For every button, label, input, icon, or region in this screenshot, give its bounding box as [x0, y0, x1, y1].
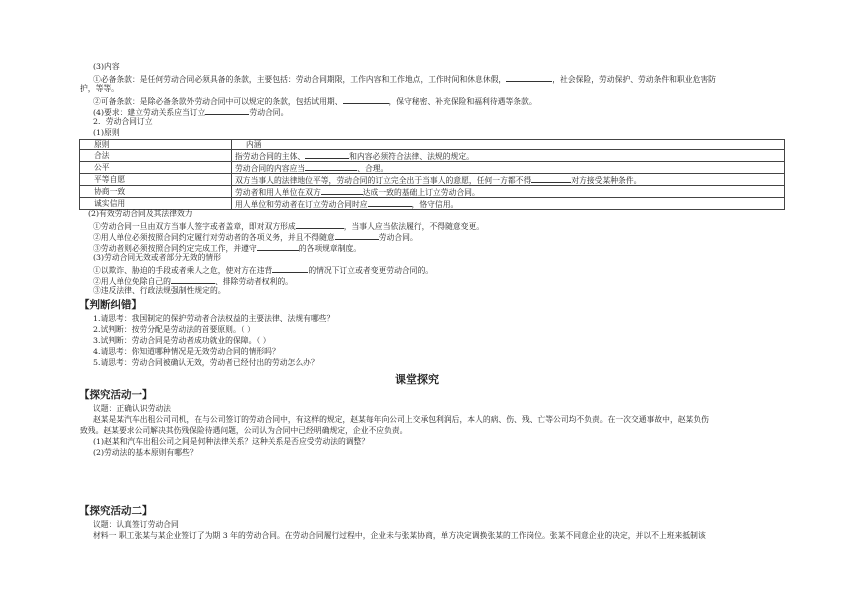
- text: 和内容必须符合法律、法规的规定。: [349, 152, 474, 161]
- text: 指劳动合同的主体、: [235, 152, 306, 161]
- text: ②用人单位免除自己的: [93, 277, 171, 286]
- table-cell: [232, 198, 785, 210]
- fill-blank[interactable]: [335, 231, 379, 240]
- text: ②用人单位必须按照合同约定履行对劳动者的各项义务，并且不得随意: [93, 233, 335, 242]
- text: ①必备条款：是任何劳动合同必须具备的条款，主要包括：劳动合同期限，工作内容和工作地点，工作时间和休息休假，: [93, 75, 507, 84]
- text: ②可备条款：是除必备条款外劳动合同中可以规定的条款，包括试用期、: [93, 97, 343, 106]
- table-row: [80, 162, 785, 174]
- section-heading-principles: (1)原则: [93, 128, 120, 137]
- fill-blank[interactable]: [272, 264, 308, 273]
- activity-two-heading: 【探究活动二】: [79, 505, 153, 517]
- text: 劳动者和用人单位在双方: [235, 188, 321, 197]
- table-row: [80, 186, 785, 198]
- activity-two-material: 材料一 职工张某与某企业签订了为期 3 年的劳动合同。在劳动合同履行过程中，企业未与张某协商，单方决定调换张某的工作岗位。张某不同意企业的决定，并以不上班来抵制该: [93, 531, 706, 540]
- fill-blank[interactable]: [531, 174, 571, 183]
- table-cell: 诚实信用: [80, 198, 232, 210]
- section-heading-contract-signing: 2．劳动合同订立: [93, 117, 153, 126]
- text: 用人单位和劳动者在订立劳动合同时应: [235, 200, 368, 209]
- invalid-item: ③违反法律、行政法规强制性规定的。: [93, 286, 226, 295]
- table-cell: 平等自愿: [80, 174, 232, 186]
- table-cell: [232, 186, 785, 198]
- activity-one-question: (2)劳动法的基本原则有哪些？: [93, 448, 198, 457]
- activity-one-case-cont: 致残。赵某要求公司解决其伤残保险待遇问题，公司认为合同中已经明确规定，企业不应负责。: [80, 426, 408, 435]
- judge-question: 1.请思考：我国制定的保护劳动者合法权益的主要法律、法规有哪些？: [93, 314, 335, 323]
- paragraph-required-clauses: [93, 73, 716, 85]
- text: 对方接受某种条件。: [571, 176, 642, 185]
- fill-blank[interactable]: [296, 220, 344, 229]
- text: 、排除劳动者权利的。: [214, 277, 293, 286]
- text: ，恪守信用。: [411, 200, 459, 209]
- judge-question: 5.请思考：劳动合同被确认无效，劳动者已经付出的劳动怎么办？: [93, 358, 319, 367]
- table-header-row: [80, 140, 785, 150]
- fill-blank[interactable]: [257, 242, 299, 251]
- table-row: [80, 174, 785, 186]
- activity-two-topic: 议题：认真签订劳动合同: [93, 520, 179, 529]
- text: ①劳动合同一旦由双方当事人签字或者盖章，即对双方形成: [93, 222, 296, 231]
- text: ，保守秘密、补充保险和福利待遇等条款。: [388, 97, 537, 106]
- fill-blank[interactable]: [305, 162, 357, 171]
- judge-question: 2.试判断：按劳分配是劳动法的首要原则。（ ）: [93, 325, 255, 334]
- table-cell: 公平: [80, 162, 232, 174]
- fill-blank[interactable]: [171, 275, 215, 284]
- text: 劳动合同。: [378, 233, 418, 242]
- paragraph-required-clauses-cont: 护，等等。: [80, 84, 119, 93]
- text: 劳动合同。: [249, 108, 289, 117]
- text: (4)要求：建立劳动关系应当订立: [93, 108, 206, 117]
- table-cell: [232, 162, 785, 174]
- table-row: [80, 198, 785, 210]
- text: 、合理。: [357, 164, 389, 173]
- class-inquiry-title: 课堂探究: [395, 373, 439, 386]
- principles-table: [79, 139, 785, 210]
- text: 双方当事人的法律地位平等，劳动合同的订立完全出于当事人的意愿，任何一方都不得: [235, 176, 532, 185]
- section-heading-invalid: (3)劳动合同无效或者部分无效的情形: [93, 253, 221, 262]
- section-heading-content: (3)内容: [93, 62, 120, 71]
- judge-question: 3.试判断：劳动合同是劳动者成功就业的保障。（ ）: [93, 336, 271, 345]
- text: 的各项规章制度。: [298, 244, 362, 253]
- table-header-cell: 内涵: [232, 140, 785, 150]
- table-cell: [232, 150, 785, 162]
- table-cell: 合法: [80, 150, 232, 162]
- table-cell: 协商一致: [80, 186, 232, 198]
- text: 达成一致的基础上订立劳动合同。: [362, 188, 480, 197]
- fill-blank[interactable]: [205, 106, 249, 115]
- section-heading-validity: (2)有效劳动合同及其法律效力: [88, 209, 193, 218]
- table-cell: [232, 174, 785, 186]
- judge-question: 4.请思考：你知道哪种情况是无效劳动合同的情形吗？: [93, 347, 280, 356]
- text: ③劳动者则必须按照合同约定完成工作，并遵守: [93, 244, 257, 253]
- activity-one-case: 赵某是某汽车出租公司司机，在与公司签订的劳动合同中，有这样的规定，赵某每年向公司上交承包利润后，本人的病、伤、残、亡等公司均不负责。在一次交通事故中，赵某负伤: [93, 415, 709, 424]
- fill-blank[interactable]: [321, 186, 363, 195]
- text: 的情况下订立或者变更劳动合同的。: [308, 266, 434, 275]
- table-row: [80, 150, 785, 162]
- table-header-cell: 原则: [80, 140, 232, 150]
- fill-blank[interactable]: [305, 150, 349, 159]
- activity-one-heading: 【探究活动一】: [79, 389, 153, 401]
- text: 劳动合同的内容应当: [235, 164, 306, 173]
- fill-blank[interactable]: [343, 95, 389, 104]
- activity-one-topic: 议题：正确认识劳动法: [93, 404, 171, 413]
- judge-heading: 【判断纠错】: [79, 299, 142, 311]
- fill-blank[interactable]: [368, 198, 412, 207]
- text: ①以欺诈、胁迫的手段或者乘人之危，使对方在违背: [93, 266, 273, 275]
- text: ，当事人应当依法履行，不得随意变更。: [343, 222, 485, 231]
- text: ，社会保险，劳动保护、劳动条件和职业危害防: [552, 75, 716, 84]
- fill-blank[interactable]: [506, 73, 552, 82]
- activity-one-question: (1)赵某和汽车出租公司之间是何种法律关系？这种关系是否应受劳动法的调整？: [93, 437, 370, 446]
